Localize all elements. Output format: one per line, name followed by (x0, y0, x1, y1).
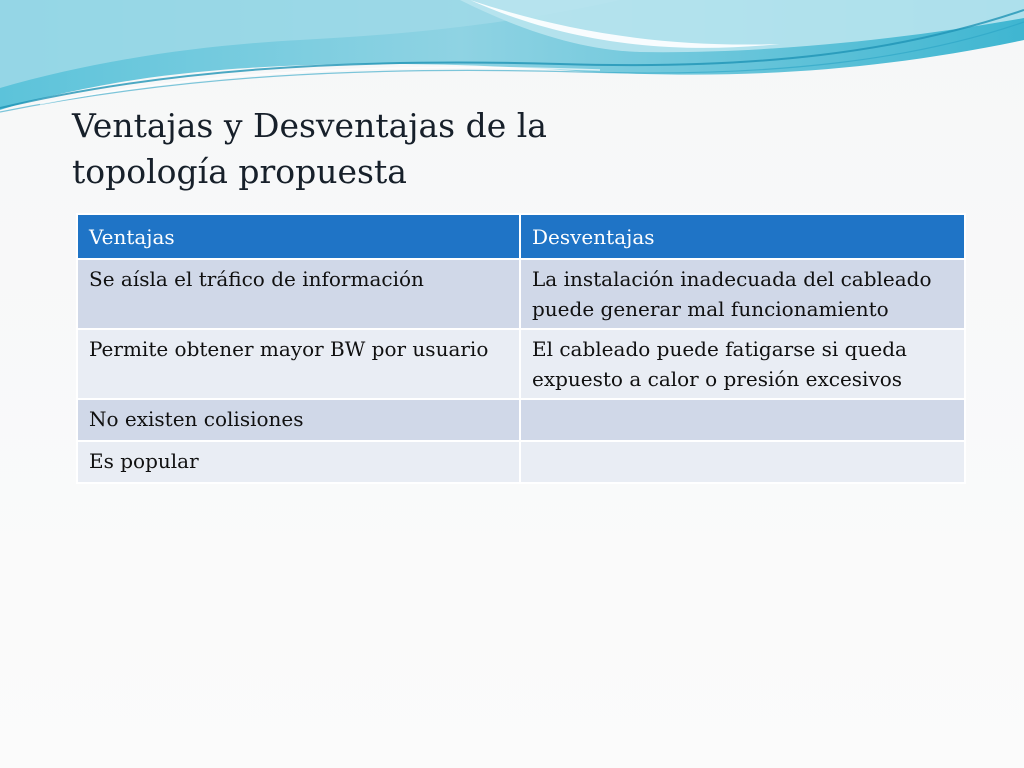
table-row (77, 441, 965, 483)
pros-cons-table (76, 213, 966, 484)
column-header-ventajas: Ventajas (77, 214, 520, 259)
slide-title-line-2: topología propuesta (72, 152, 407, 191)
slide-title-line-1: Ventajas y Desventajas de la (72, 106, 547, 145)
table-cell (520, 399, 965, 441)
table-row (77, 259, 965, 329)
table-row (77, 329, 965, 399)
table-cell: La instalación inadecuada del cableado puede generar mal funcionamiento (520, 259, 965, 329)
table-cell (520, 441, 965, 483)
column-header-desventajas: Desventajas (520, 214, 965, 259)
slide-title (72, 103, 692, 195)
table-header-row (77, 214, 965, 259)
table-cell: No existen colisiones (77, 399, 520, 441)
table-cell: Permite obtener mayor BW por usuario (77, 329, 520, 399)
table-cell: El cableado puede fatigarse si queda expuesto a calor o presión excesivos (520, 329, 965, 399)
table-row (77, 399, 965, 441)
table-cell: Se aísla el tráfico de información (77, 259, 520, 329)
table-cell: Es popular (77, 441, 520, 483)
